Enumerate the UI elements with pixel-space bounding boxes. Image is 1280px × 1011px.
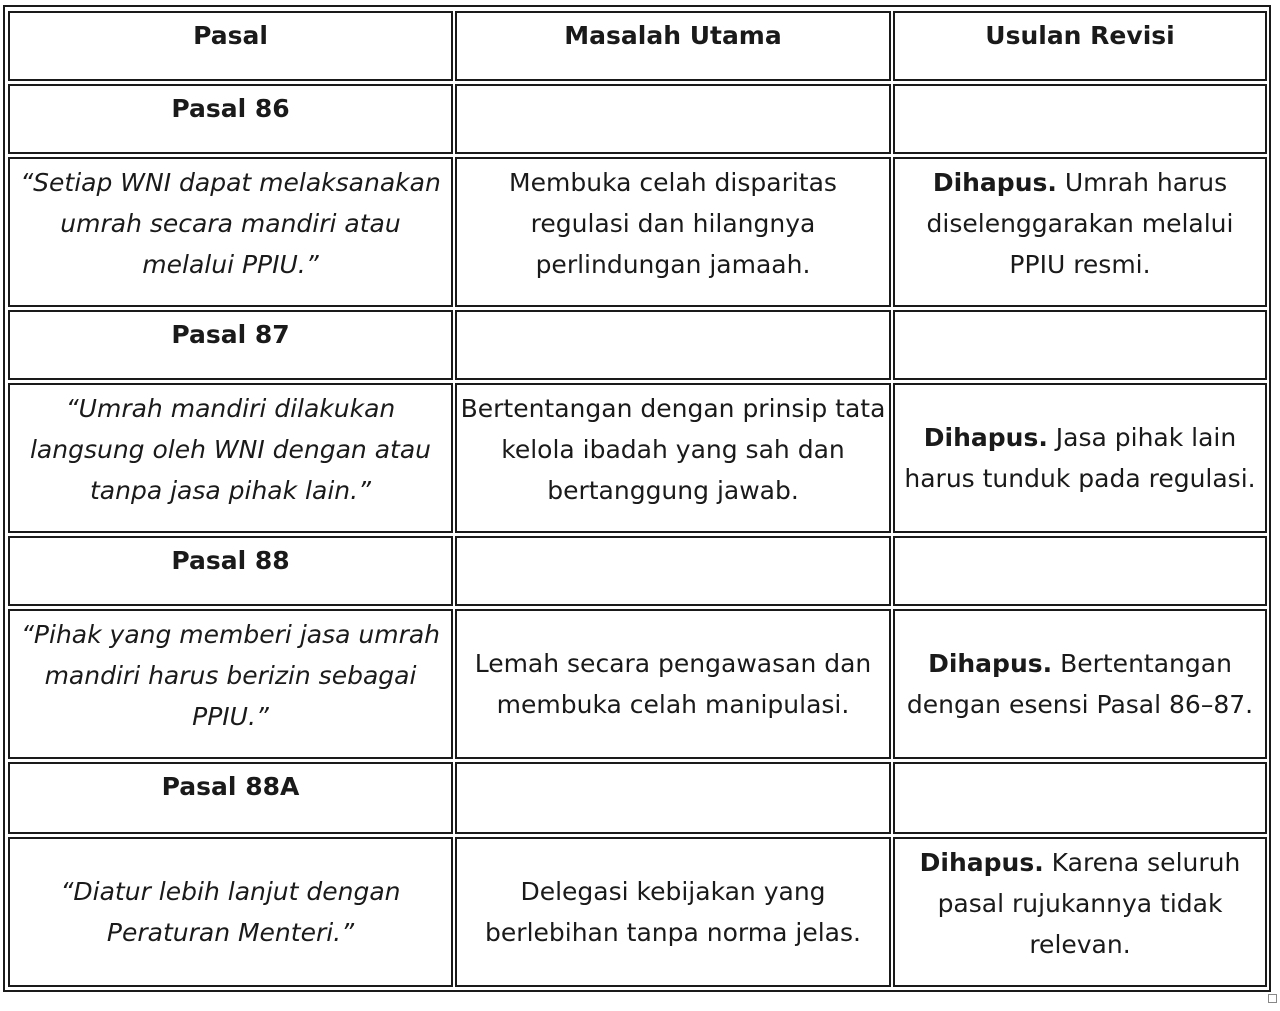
- pasal-text-cell: [8, 383, 453, 533]
- revisi-bold: Dihapus.: [923, 423, 1048, 452]
- header-revisi-label: Usulan Revisi: [985, 21, 1175, 50]
- pasal-text: “Pihak yang memberi jasa umrah mandiri harus berizin sebagai PPIU.”: [20, 620, 441, 731]
- empty-cell: [893, 536, 1267, 606]
- pasal-title: Pasal 86: [171, 94, 290, 123]
- header-usulan-revisi: [893, 11, 1267, 81]
- empty-cell: [455, 762, 891, 834]
- pasal-title-cell: [8, 762, 453, 834]
- empty-cell: [893, 84, 1267, 154]
- header-pasal: [8, 11, 453, 81]
- masalah-text: Delegasi kebijakan yang berlebihan tanpa norma jelas.: [485, 877, 861, 947]
- revisi-cell: [893, 609, 1267, 759]
- pasal-text: “Diatur lebih lanjut dengan Peraturan Menteri.”: [60, 877, 401, 947]
- empty-cell: [893, 762, 1267, 834]
- header-masalah-label: Masalah Utama: [564, 21, 782, 50]
- masalah-cell: [455, 157, 891, 307]
- empty-cell: [455, 84, 891, 154]
- masalah-cell: [455, 609, 891, 759]
- empty-cell: [455, 536, 891, 606]
- pasal-text-cell: [8, 837, 453, 987]
- revisi-cell: [893, 383, 1267, 533]
- masalah-text: Bertentangan dengan prinsip tata kelola ibadah yang sah dan bertanggung jawab.: [460, 394, 886, 505]
- masalah-cell: [455, 837, 891, 987]
- revisi-cell: [893, 837, 1267, 987]
- empty-cell: [893, 310, 1267, 380]
- revisi-text: [897, 842, 1263, 965]
- pasal-title-cell: [8, 310, 453, 380]
- revisi-rest: Bertentangan dengan esensi Pasal 86–87.: [906, 649, 1254, 719]
- pasal-title-cell: [8, 84, 453, 154]
- pasal-title: Pasal 88: [171, 546, 290, 575]
- revisi-rest: Umrah harus diselenggarakan melalui PPIU resmi.: [926, 168, 1234, 279]
- pasal-title-cell: [8, 536, 453, 606]
- masalah-text: Membuka celah disparitas regulasi dan hilangnya perlindungan jamaah.: [509, 168, 837, 279]
- masalah-cell: [455, 383, 891, 533]
- table-resize-handle[interactable]: [1268, 994, 1277, 1003]
- revisi-rest: Jasa pihak lain harus tunduk pada regulasi.: [904, 423, 1256, 493]
- pasal-text: “Setiap WNI dapat melaksanakan umrah secara mandiri atau melalui PPIU.”: [20, 168, 441, 279]
- revisi-text: [897, 417, 1263, 499]
- pasal-title: Pasal 87: [171, 320, 290, 349]
- pasal-text-cell: [8, 157, 453, 307]
- revisi-rest: Karena seluruh pasal rujukannya tidak relevan.: [937, 848, 1241, 959]
- revisi-text: [897, 643, 1263, 725]
- masalah-text: Lemah secara pengawasan dan membuka celah manipulasi.: [474, 649, 872, 719]
- header-pasal-label: Pasal: [193, 21, 268, 50]
- header-masalah-utama: [455, 11, 891, 81]
- empty-cell: [455, 310, 891, 380]
- revisi-cell: [893, 157, 1267, 307]
- revisi-bold: Dihapus.: [932, 168, 1057, 197]
- revisi-text: [897, 162, 1263, 285]
- revisi-bold: Dihapus.: [919, 848, 1044, 877]
- pasal-text: “Umrah mandiri dilakukan langsung oleh WNI dengan atau tanpa jasa pihak lain.”: [29, 394, 432, 505]
- pasal-text-cell: [8, 609, 453, 759]
- revisi-bold: Dihapus.: [928, 649, 1053, 678]
- pasal-title: Pasal 88A: [161, 772, 300, 801]
